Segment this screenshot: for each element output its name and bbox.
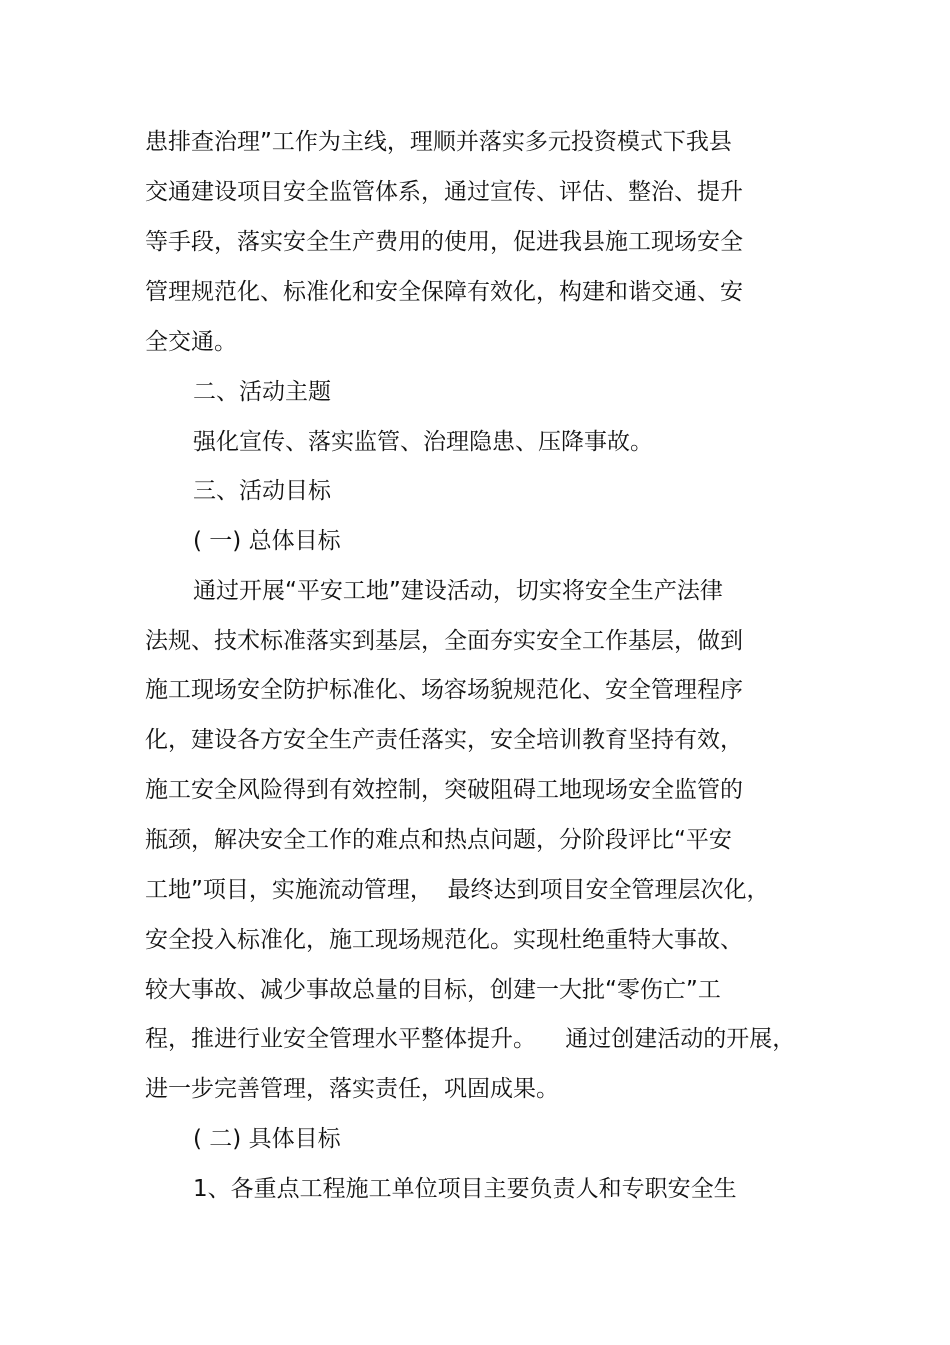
paragraph-line: 等手段，落实安全生产费用的使用，促进我县施工现场安全	[145, 229, 743, 255]
paragraph-line: 化，建设各方安全生产责任落实，安全培训教育坚持有效，	[145, 727, 743, 753]
subsection-heading: ( 一) 总体目标	[193, 528, 341, 554]
paragraph-line: 1、各重点工程施工单位项目主要负责人和专职安全生	[193, 1176, 737, 1202]
paragraph-line: 全交通。	[145, 329, 237, 355]
paragraph-line: 工地”项目，实施流动管理， 最终达到项目安全管理层次化，	[145, 877, 770, 903]
paragraph-line: 施工安全风险得到有效控制，突破阻碍工地现场安全监管的	[145, 777, 743, 803]
paragraph-line: 较大事故、减少事故总量的目标，创建一大批“零伤亡”工	[145, 977, 721, 1003]
paragraph-line: 安全投入标准化，施工现场规范化。实现杜绝重特大事故、	[145, 927, 743, 953]
paragraph-line: 交通建设项目安全监管体系，通过宣传、评估、整治、提升	[145, 179, 743, 205]
paragraph-line: 法规、技术标准落实到基层，全面夯实安全工作基层，做到	[145, 628, 743, 654]
paragraph-line: 施工现场安全防护标准化、场容场貌规范化、安全管理程序	[145, 677, 743, 703]
paragraph-line: 强化宣传、落实监管、治理隐患、压降事故。	[193, 429, 653, 455]
paragraph-line: 瓶颈，解决安全工作的难点和热点问题，分阶段评比“平安	[145, 827, 732, 853]
paragraph-line: 程，推进行业安全管理水平整体提升。 通过创建活动的开展，	[145, 1026, 796, 1052]
section-heading: 二、活动主题	[193, 379, 331, 405]
paragraph-line: 患排查治理”工作为主线，理顺并落实多元投资模式下我县	[145, 129, 732, 155]
paragraph-line: 通过开展“平安工地”建设活动，切实将安全生产法律	[193, 578, 723, 604]
paragraph-line: 管理规范化、标准化和安全保障有效化，构建和谐交通、安	[145, 279, 743, 305]
paragraph-line: 进一步完善管理，落实责任，巩固成果。	[145, 1076, 559, 1102]
subsection-heading: ( 二) 具体目标	[193, 1126, 341, 1152]
section-heading: 三、活动目标	[193, 478, 331, 504]
